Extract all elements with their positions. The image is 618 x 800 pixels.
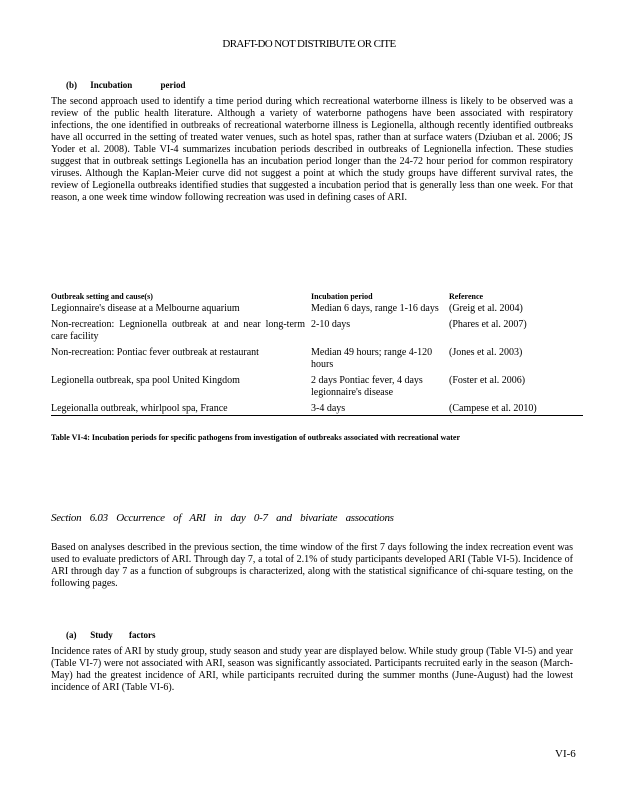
study-factors-paragraph: Incidence rates of ARI by study group, study season and study year are displayed below. While study group (Table VI-5) and year (Table VI-7) were not associated with ARI, season was significantly associated. Participants recruited early in the season (March-May) had the greatest incidence of ARI, while participants recruited during the summer months (June-August) had the lowest incidence of ARI (Table VI-6).	[51, 646, 573, 693]
table-header-row	[51, 292, 583, 303]
table-cell-period: 2 days Pontiac fever, 4 days legionnaire's disease	[311, 375, 423, 398]
page-number: VI-6	[555, 748, 576, 760]
incubation-table	[51, 292, 583, 416]
table-cell-reference: (Phares et al. 2007)	[449, 319, 527, 330]
table-cell-setting: Legeionalla outbreak, whirlpool spa, France	[51, 403, 311, 416]
table-cell-setting: Legionnaire's disease at a Melbourne aquarium	[51, 303, 240, 314]
table-row	[51, 319, 583, 347]
incubation-label: (b)	[66, 80, 77, 90]
incubation-title-1: Incubation	[90, 80, 133, 90]
table-row	[51, 303, 583, 319]
study-factors-title-2: factors	[129, 630, 156, 640]
table-row	[51, 403, 583, 416]
table-cell-reference: (Greig et al. 2004)	[449, 303, 523, 314]
section-paragraph: Based on analyses described in the previous section, the time window of the first 7 days following the index recreation event was used to evaluate predictors of ARI. Through day 7, a total of 2.1% of study participants developed ARI (Table VI-5). Incidence of ARI through day 7 as a function of subgroups is characterized, along with the statistical significance of chi-square testing, on the following pages.	[51, 542, 573, 589]
table-header-cell: Reference	[449, 292, 484, 301]
table-cell-setting: Non-recreation: Pontiac fever outbreak at restaurant	[51, 347, 259, 358]
incubation-heading	[66, 80, 186, 90]
table-cell-reference: (Jones et al. 2003)	[449, 347, 523, 358]
table-row	[51, 375, 583, 403]
table-cell-period: Median 49 hours; range 4-120 hours	[311, 347, 433, 370]
incubation-title-2: period	[160, 80, 186, 90]
table-row	[51, 347, 583, 375]
table-header-cell: Incubation period	[311, 292, 373, 301]
table-cell-setting: Legionella outbreak, spa pool United Kingdom	[51, 375, 240, 386]
table-cell-reference: (Foster et al. 2006)	[449, 375, 526, 386]
table-cell-period: Median 6 days, range 1-16 days	[311, 303, 439, 314]
table-cell-period: 3-4 days	[311, 403, 449, 416]
table-cell-reference: (Campese et al. 2010)	[449, 403, 583, 416]
section-title: Section 6.03 Occurrence of ARI in day 0-7 and bivariate assocations	[51, 512, 394, 524]
table-caption: Table VI-4: Incubation periods for specific pathogens from investigation of outbreaks associated with recreational water	[51, 433, 461, 442]
study-factors-heading	[66, 630, 156, 640]
study-factors-title-1: Study	[90, 630, 113, 640]
table-cell-period: 2-10 days	[311, 319, 351, 330]
table-cell-setting: Non-recreation: Legnionella outbreak at and near long-term care facility	[51, 319, 305, 342]
table-header-cell: Outbreak setting and cause(s)	[51, 292, 153, 301]
incubation-paragraph: The second approach used to identify a time period during which recreational waterborne illness is likely to be observed was a review of the public health literature. Although a variety of waterborne pathogens have been associated with respiratory infections, the one identified in outbreaks of recreational waterborne illness is Legionella, although recently identified outbreaks have all occurred in the setting of treated water venues, such as hotel spas, rather than at surface waters (Dziuban et al. 2006; JS Yoder et al. 2008). Table VI-4 summarizes incubation periods described in outbreaks of Legnionella infection. These studies suggest that in outbreak settings Legionella has an incubation period longer than the 24-72 hour period for common respiratory viruses. Although the Kaplan-Meier curve did not suggest a point at which the study groups have different survival rates, the review of Legionella outbreaks identified studies that suggested a incubation period that is generally less than one week. For that reason, a one week time window following recreation was used in defining cases of ARI.	[51, 96, 573, 203]
study-factors-label: (a)	[66, 630, 77, 640]
draft-notice: DRAFT-DO NOT DISTRIBUTE OR CITE	[222, 38, 396, 50]
